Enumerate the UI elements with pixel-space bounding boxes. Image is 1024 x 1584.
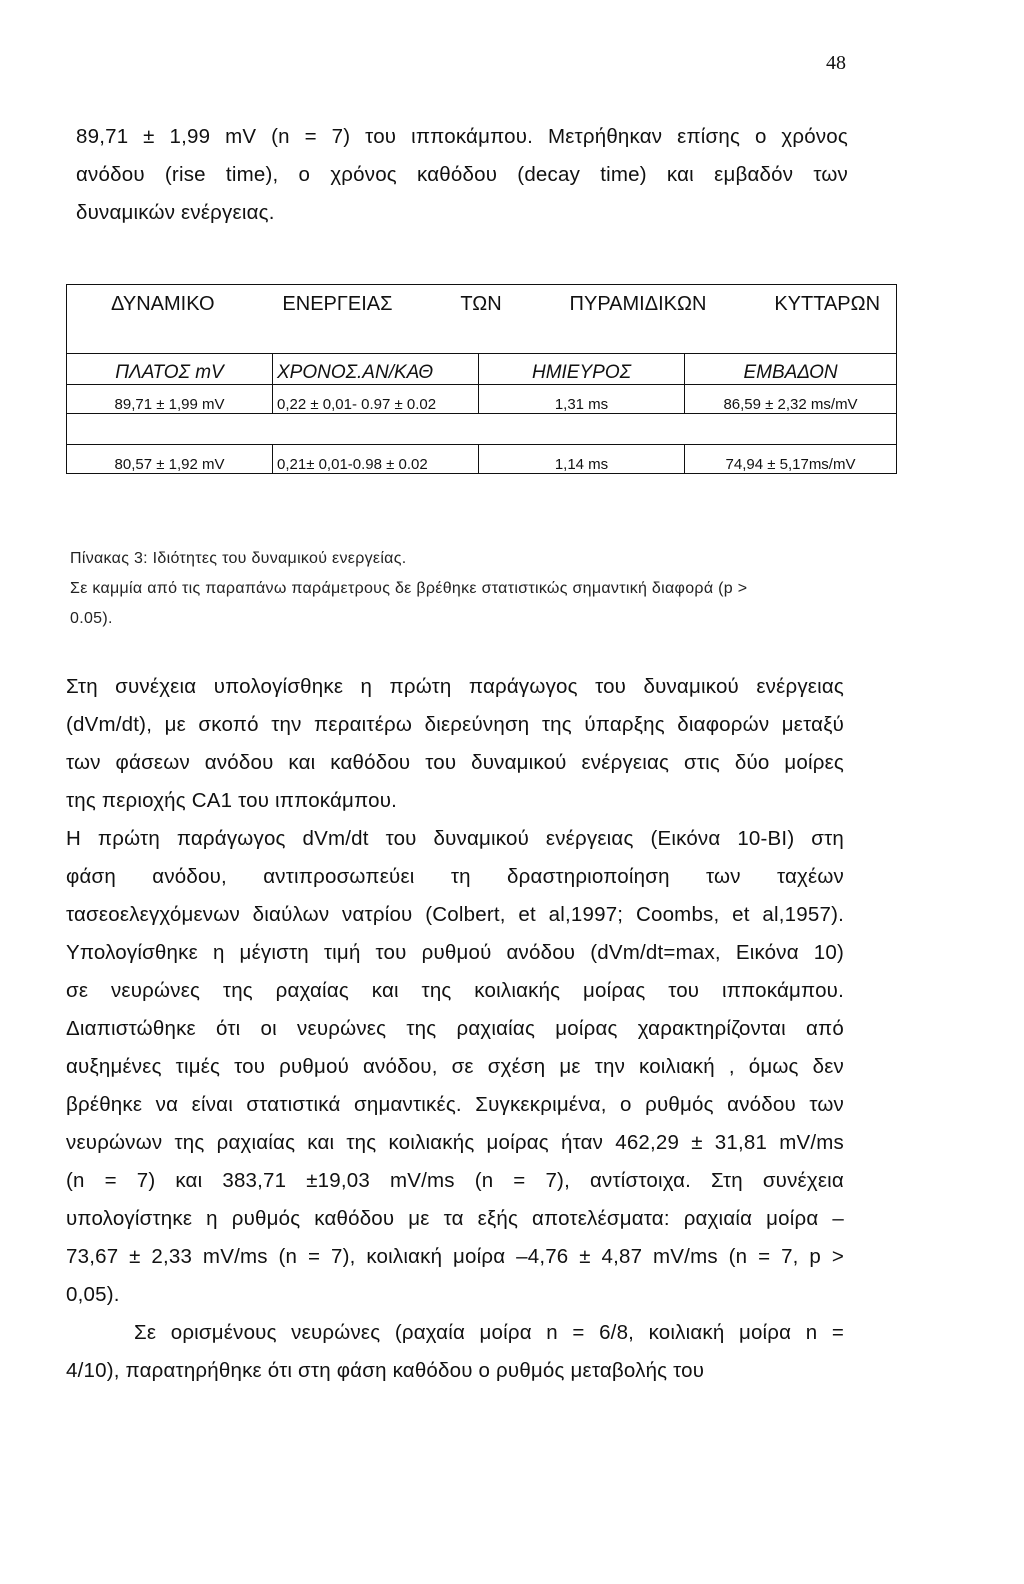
text-line: ανόδου (rise time), ο χρόνος καθόδου (decay time) και εμβαδόν των: [76, 163, 848, 186]
caption-line: Σε καμμία από τις παραπάνω παράμετρους δε βρέθηκε στατιστικώς σημαντική διαφορά (p >: [70, 580, 748, 597]
header-rise-decay-time: ΧΡΟΝΟΣ.ΑΝ/ΚΑΘ: [273, 354, 479, 385]
text-line: 4/10), παρατηρήθηκε ότι στη φάση καθόδου ο ρυθμός μεταβολής του: [66, 1359, 705, 1382]
body-text: [66, 668, 844, 1390]
header-half-width: ΗΜΙΕΥΡΟΣ: [479, 354, 685, 385]
text-line: 89,71 ± 1,99 mV (n = 7) του ιπποκάμπου. Μετρήθηκαν επίσης ο χρόνος: [76, 125, 848, 148]
text-line: υπολογίστηκε η ρυθμός καθόδου με τα εξής αποτελέσματα: ραχιαία μοίρα –: [66, 1207, 844, 1230]
table-caption: [70, 544, 850, 634]
table-cell: 0,22 ± 0,01- 0.97 ± 0.02: [273, 385, 479, 414]
caption-line: 0.05).: [70, 610, 113, 627]
table-header-row: [67, 354, 897, 385]
table-title-word: ΚΥΤΤΑΡΩΝ: [774, 292, 881, 315]
properties-table: [66, 284, 896, 512]
text-line: (dVm/dt), με σκοπό την περαιτέρω διερεύνηση της ύπαρξης διαφορών μεταξύ: [66, 713, 844, 736]
text-line: Σε ορισμένους νευρώνες (ραχαία μοίρα n = 6/8, κοιλιακή μοίρα n =: [134, 1321, 844, 1344]
text-line: Υπολογίσθηκε η μέγιστη τιμή του ρυθμού ανόδου (dVm/dt=max, Εικόνα 10): [66, 941, 844, 964]
text-line: βρέθηκε να είναι στατιστικά σημαντικές. Συγκεκριμένα, ο ρυθμός ανόδου των: [66, 1093, 844, 1116]
table-cell: 89,71 ± 1,99 mV: [67, 385, 273, 414]
table-row: [67, 385, 897, 414]
table-cell: 74,94 ± 5,17ms/mV: [685, 445, 897, 474]
header-area: ΕΜΒΑΔΟΝ: [685, 354, 897, 385]
table-cell: 80,57 ± 1,92 mV: [67, 445, 273, 474]
table-cell: 0,21± 0,01-0.98 ± 0.02: [273, 445, 479, 474]
text-line: φάση ανόδου, αντιπροσωπεύει τη δραστηριοποίηση των ταχέων: [66, 865, 844, 888]
text-line: 73,67 ± 2,33 mV/ms (n = 7), κοιλιακή μοίρα –4,76 ± 4,87 mV/ms (n = 7, p >: [66, 1245, 844, 1268]
header-amplitude: ΠΛΑΤΟΣ mV: [67, 354, 273, 385]
page-number: 48: [826, 52, 846, 74]
text-line: Διαπιστώθηκε ότι οι νευρώνες της ραχιαίας μοίρας χαρακτηρίζονται από: [66, 1017, 844, 1040]
table-title-word: ΤΩΝ: [460, 292, 502, 315]
text-line: σε νευρώνες της ραχαίας και της κοιλιακής μοίρας του ιπποκάμπου.: [66, 979, 844, 1002]
table-title-word: ΠΥΡΑΜΙΔΙΚΩΝ: [569, 292, 707, 315]
text-line: Η πρώτη παράγωγος dVm/dt του δυναμικού ενέργειας (Εικόνα 10-ΒΙ) στη: [66, 827, 844, 850]
table-title-word: ΔΥΝΑΜΙΚΟ: [111, 292, 215, 315]
table-cell: 1,14 ms: [479, 445, 685, 474]
text-line: τασεοελεγχόμενων διαύλων νατρίου (Colbert, et al,1997; Coombs, et al,1957).: [66, 903, 844, 926]
text-line: δυναμικών ενέργειας.: [76, 201, 275, 224]
table-spacer: [67, 414, 897, 445]
table-row: [67, 445, 897, 474]
text-line: (n = 7) και 383,71 ±19,03 mV/ms (n = 7), αντίστοιχα. Στη συνέχεια: [66, 1169, 844, 1192]
intro-paragraph: [76, 118, 848, 232]
text-line: 0,05).: [66, 1283, 120, 1306]
table-cell: 1,31 ms: [479, 385, 685, 414]
table-title-word: ΕΝΕΡΓΕΙΑΣ: [282, 292, 393, 315]
text-line: της περιοχής CA1 του ιπποκάμπου.: [66, 789, 398, 812]
table-spacer: [67, 323, 897, 354]
text-line: αυξημένες τιμές του ρυθμού ανόδου, σε σχέση με την κοιλιακή , όμως δεν: [66, 1055, 844, 1078]
table-cell: 86,59 ± 2,32 ms/mV: [685, 385, 897, 414]
caption-line: Πίνακας 3: Ιδιότητες του δυναμικού ενεργείας.: [70, 550, 407, 567]
text-line: νευρώνων της ραχιαίας και της κοιλιακής μοίρας ήταν 462,29 ± 31,81 mV/ms: [66, 1131, 844, 1154]
table-title: [67, 285, 897, 324]
text-line: των φάσεων ανόδου και καθόδου του δυναμικού ενέργειας στις δύο μοίρες: [66, 751, 844, 774]
text-line: Στη συνέχεια υπολογίσθηκε η πρώτη παράγωγος του δυναμικού ενέργειας: [66, 675, 844, 698]
